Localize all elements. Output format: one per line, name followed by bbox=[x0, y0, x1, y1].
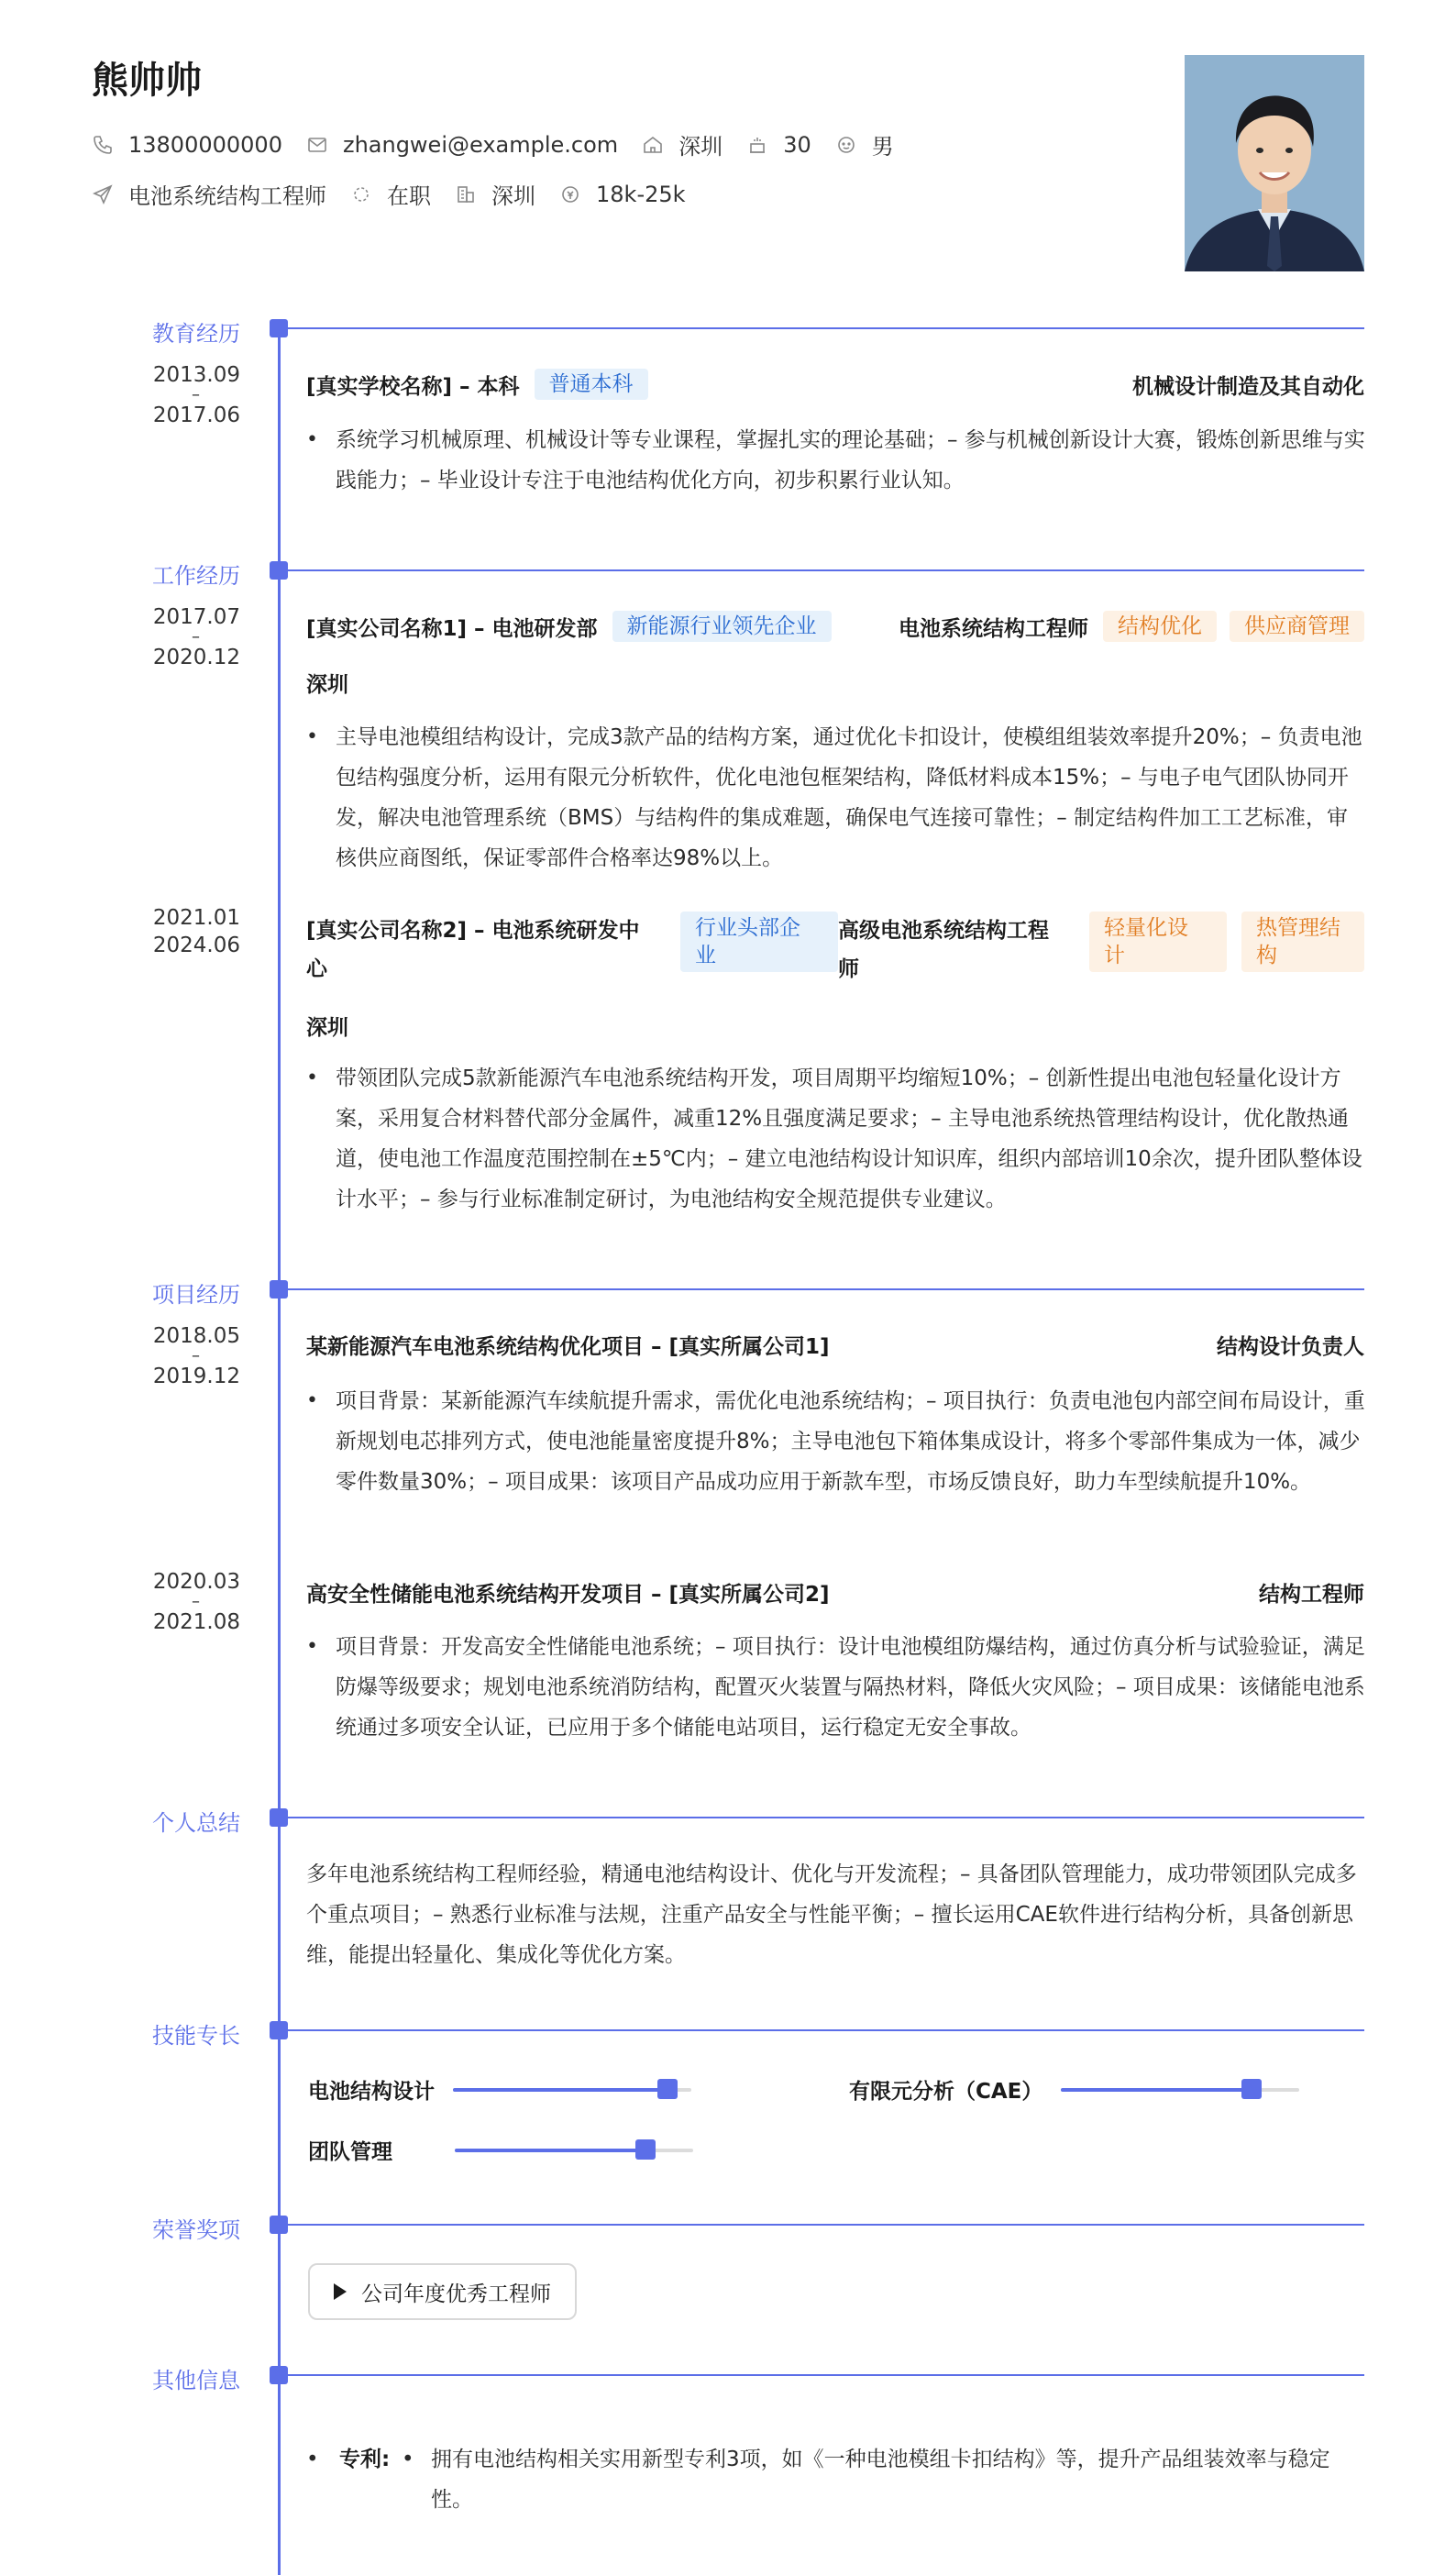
section-title: 工作经历 bbox=[152, 563, 240, 589]
education-head bbox=[306, 369, 1364, 400]
profile-photo bbox=[1185, 55, 1364, 271]
skill-tag: 轻量化设 计 bbox=[1089, 912, 1227, 972]
section-title: 荣誉奖项 bbox=[152, 2217, 240, 2243]
work-1-desc: • 主导电池模组结构设计，完成3款产品的结构方案，通过优化卡扣设计，使模组组装效率提升20%；– 负责电池包结构强度分析，运用有限元分析软件，优化电池包框架结构，降低材料成本15%；– 与电子电气团队协同开发，解决电池管理系统（BMS）与结构件的集成难题，确保电气连接可靠性；– 制定结构件加工工艺标准，审核供应商图纸，保证零部件合格率达98%以上。 bbox=[306, 717, 1366, 879]
company-tag: 行业头部企 业 bbox=[680, 912, 838, 972]
bullet-dot: • bbox=[306, 2448, 319, 2471]
skill-level-bar bbox=[455, 2149, 693, 2152]
skill-item bbox=[308, 2135, 693, 2165]
face-icon bbox=[835, 134, 857, 156]
skill-level-knob bbox=[657, 2079, 678, 2099]
location-item bbox=[642, 128, 722, 160]
section-skills bbox=[0, 2021, 1456, 2049]
project-1-date bbox=[112, 1322, 240, 1390]
cake-icon bbox=[746, 134, 768, 156]
project-name: 某新能源汽车电池系统结构优化项目 – [真实所属公司1] bbox=[306, 1335, 830, 1359]
section-education bbox=[0, 319, 1456, 347]
date-start: 2017.07 bbox=[152, 605, 240, 629]
section-title: 项目经历 bbox=[152, 1282, 240, 1308]
section-marker bbox=[270, 2216, 288, 2234]
coin-icon bbox=[559, 183, 581, 205]
date-end: 2024.06 bbox=[152, 934, 240, 957]
position-name: 高级电池系统结构工程 师 bbox=[838, 919, 1049, 981]
send-icon bbox=[92, 183, 114, 205]
section-title: 个人总结 bbox=[152, 1810, 240, 1836]
work-2-date bbox=[112, 904, 240, 959]
award-item[interactable] bbox=[308, 2263, 577, 2320]
section-marker bbox=[270, 1280, 288, 1299]
section-summary bbox=[0, 1808, 1456, 1836]
date-start: 2013.09 bbox=[152, 363, 240, 387]
loading-icon bbox=[350, 183, 372, 205]
skill-level-knob bbox=[1241, 2079, 1262, 2099]
project-1-desc: • 项目背景：某新能源汽车续航提升需求，需优化电池系统结构；– 项目执行：负责电池包内部空间布局设计，重新规划电芯排列方式，使电池能量密度提升8%；主导电池包下箱体集成设计，将多个零部件集成为一体，减少零件数量30%；– 项目成果：该项目产品成功应用于新款车型，市场反馈良好，助力车型续航提升10%。 bbox=[306, 1381, 1366, 1502]
status-item bbox=[350, 178, 431, 210]
age-item bbox=[746, 132, 811, 158]
project-2-head bbox=[306, 1577, 1364, 1608]
project-role: 结构工程师 bbox=[1259, 1583, 1364, 1607]
skill-item bbox=[308, 2074, 691, 2105]
school-name: [真实学校名称] – 本科 bbox=[306, 374, 520, 399]
section-divider bbox=[288, 2224, 1364, 2226]
position-name: 电池系统结构工程师 bbox=[899, 616, 1088, 641]
gender-text: 男 bbox=[871, 134, 894, 160]
job-title-text: 电池系统结构工程师 bbox=[128, 183, 326, 209]
status-text: 在职 bbox=[387, 183, 431, 209]
skill-item bbox=[849, 2074, 1299, 2105]
award-name: 公司年度优秀工程师 bbox=[361, 2282, 551, 2306]
section-other bbox=[0, 2366, 1456, 2393]
major-name: 机械设计制造及其自动化 bbox=[1132, 374, 1364, 399]
section-marker bbox=[270, 2021, 288, 2039]
section-divider bbox=[288, 327, 1364, 329]
work-2-head bbox=[306, 912, 1364, 989]
phone-item bbox=[92, 132, 282, 158]
job-row bbox=[92, 178, 710, 210]
date-end: 2019.12 bbox=[152, 1365, 240, 1388]
project-role: 结构设计负责人 bbox=[1217, 1335, 1364, 1359]
section-awards bbox=[0, 2216, 1456, 2243]
date-start: 2020.03 bbox=[152, 1570, 240, 1594]
date-end: 2017.06 bbox=[152, 403, 240, 427]
section-divider bbox=[288, 1817, 1364, 1818]
skill-level-fill bbox=[455, 2149, 645, 2152]
phone-text: 13800000000 bbox=[128, 131, 282, 158]
date-end: 2021.08 bbox=[152, 1610, 240, 1634]
section-divider bbox=[288, 1288, 1364, 1290]
gender-item bbox=[835, 128, 894, 160]
email-item bbox=[306, 132, 618, 158]
date-dash: – bbox=[192, 385, 200, 404]
skill-tag: 供应商管理 bbox=[1230, 611, 1364, 642]
target-city-item bbox=[455, 178, 535, 210]
education-date bbox=[112, 361, 240, 429]
target-city-text: 深圳 bbox=[491, 183, 535, 209]
company-tag: 新能源行业领先企业 bbox=[612, 611, 832, 642]
skill-level-knob bbox=[635, 2139, 656, 2160]
skill-level-bar bbox=[453, 2088, 691, 2092]
date-end: 2020.12 bbox=[152, 646, 240, 669]
bullet-dot: • bbox=[402, 2448, 414, 2471]
email-text: zhangwei@example.com bbox=[342, 131, 619, 158]
date-dash: – bbox=[192, 1346, 200, 1365]
section-projects bbox=[0, 1280, 1456, 1308]
work-1-head bbox=[306, 611, 1364, 642]
skill-tag: 热管理结 构 bbox=[1241, 912, 1364, 972]
project-1-head bbox=[306, 1330, 1364, 1360]
section-divider bbox=[288, 2029, 1364, 2031]
location-text: 深圳 bbox=[678, 134, 723, 160]
avatar-icon bbox=[1185, 55, 1364, 271]
section-work bbox=[0, 561, 1456, 589]
phone-icon bbox=[92, 134, 114, 156]
skill-name: 有限元分析（CAE） bbox=[849, 2080, 1043, 2104]
skill-tag: 结构优化 bbox=[1103, 611, 1217, 642]
company-name: [真实公司名称1] – 电池研发部 bbox=[306, 616, 598, 641]
skill-name: 团队管理 bbox=[308, 2140, 392, 2164]
date-start: 2018.05 bbox=[152, 1324, 240, 1348]
salary-text: 18k-25k bbox=[596, 181, 686, 207]
company-name: [真实公司名称2] – 电池系统研发中 心 bbox=[306, 919, 640, 981]
section-divider bbox=[288, 2374, 1364, 2376]
date-dash: – bbox=[192, 627, 200, 647]
age-text: 30 bbox=[783, 131, 811, 158]
work-2-city: 深圳 bbox=[306, 1016, 348, 1040]
section-title: 技能专长 bbox=[152, 2023, 240, 2049]
skill-level-bar bbox=[1061, 2088, 1299, 2092]
patent-text: 拥有电池结构相关实用新型专利3项，如《一种电池模组卡扣结构》等，提升产品组装效率与稳定性。 bbox=[431, 2448, 1330, 2512]
date-start: 2021.01 bbox=[152, 906, 240, 930]
education-desc: • 系统学习机械原理、机械设计等专业课程，掌握扎实的理论基础；– 参与机械创新设计大赛，锻炼创新思维与实践能力；– 毕业设计专注于电池结构优化方向，初步积累行业认知。 bbox=[306, 420, 1366, 501]
skill-level-fill bbox=[453, 2088, 667, 2092]
patent-label: 专利: bbox=[339, 2448, 391, 2471]
section-marker bbox=[270, 561, 288, 580]
section-marker bbox=[270, 1808, 288, 1827]
timeline-line bbox=[278, 326, 281, 2575]
work-1-date bbox=[112, 603, 240, 671]
summary-text: 多年电池系统结构工程师经验，精通电池结构设计、优化与开发流程；– 具备团队管理能力，成功带领团队完成多个重点项目；– 熟悉行业标准与法规，注重产品安全与性能平衡；– 擅长运用CAE软件进行结构分析，具备创新思维，能提出轻量化、集成化等优化方案。 bbox=[306, 1862, 1357, 1967]
project-2-desc: • 项目背景：开发高安全性储能电池系统；– 项目执行：设计电池模组防爆结构，通过仿真分析与试验验证，满足防爆等级要求；规划电池系统消防结构，配置灭火装置与隔热材料，降低火灾风险；– 项目成果：该储能电池系统通过多项安全认证，已应用于多个储能电站项目，运行稳定无安全事故。 bbox=[306, 1627, 1366, 1748]
section-marker bbox=[270, 319, 288, 337]
building-icon bbox=[455, 183, 477, 205]
contact-row bbox=[92, 128, 918, 160]
section-divider bbox=[288, 569, 1364, 571]
salary-item bbox=[559, 182, 686, 207]
section-title: 教育经历 bbox=[152, 321, 240, 347]
degree-tag: 普通本科 bbox=[535, 369, 648, 400]
project-name: 高安全性储能电池系统结构开发项目 – [真实所属公司2] bbox=[306, 1583, 830, 1607]
skill-name: 电池结构设计 bbox=[308, 2080, 435, 2104]
work-2-desc: • 带领团队完成5款新能源汽车电池系统结构开发，项目周期平均缩短10%；– 创新性提出电池包轻量化设计方案，采用复合材料替代部分金属件，减重12%且强度满足要求；– 主导电池系统热管理结构设计，优化散热通道，使电池工作温度范围控制在±5℃内；– 建立电池结构设计知识库，组织内部培训10余次，提升团队整体设计水平；– 参与行业标准制定研讨，为电池结构安全规范提供专业建议。 bbox=[306, 1058, 1366, 1220]
play-icon bbox=[334, 2283, 347, 2300]
skill-level-fill bbox=[1061, 2088, 1252, 2092]
section-marker bbox=[270, 2366, 288, 2384]
work-1-city: 深圳 bbox=[306, 673, 348, 697]
mail-icon bbox=[306, 134, 328, 156]
project-2-date bbox=[112, 1568, 240, 1636]
date-dash: – bbox=[192, 1592, 200, 1611]
job-title-item bbox=[92, 178, 326, 210]
section-title: 其他信息 bbox=[152, 2368, 240, 2393]
home-icon bbox=[642, 134, 664, 156]
candidate-name: 熊帅帅 bbox=[92, 60, 202, 102]
